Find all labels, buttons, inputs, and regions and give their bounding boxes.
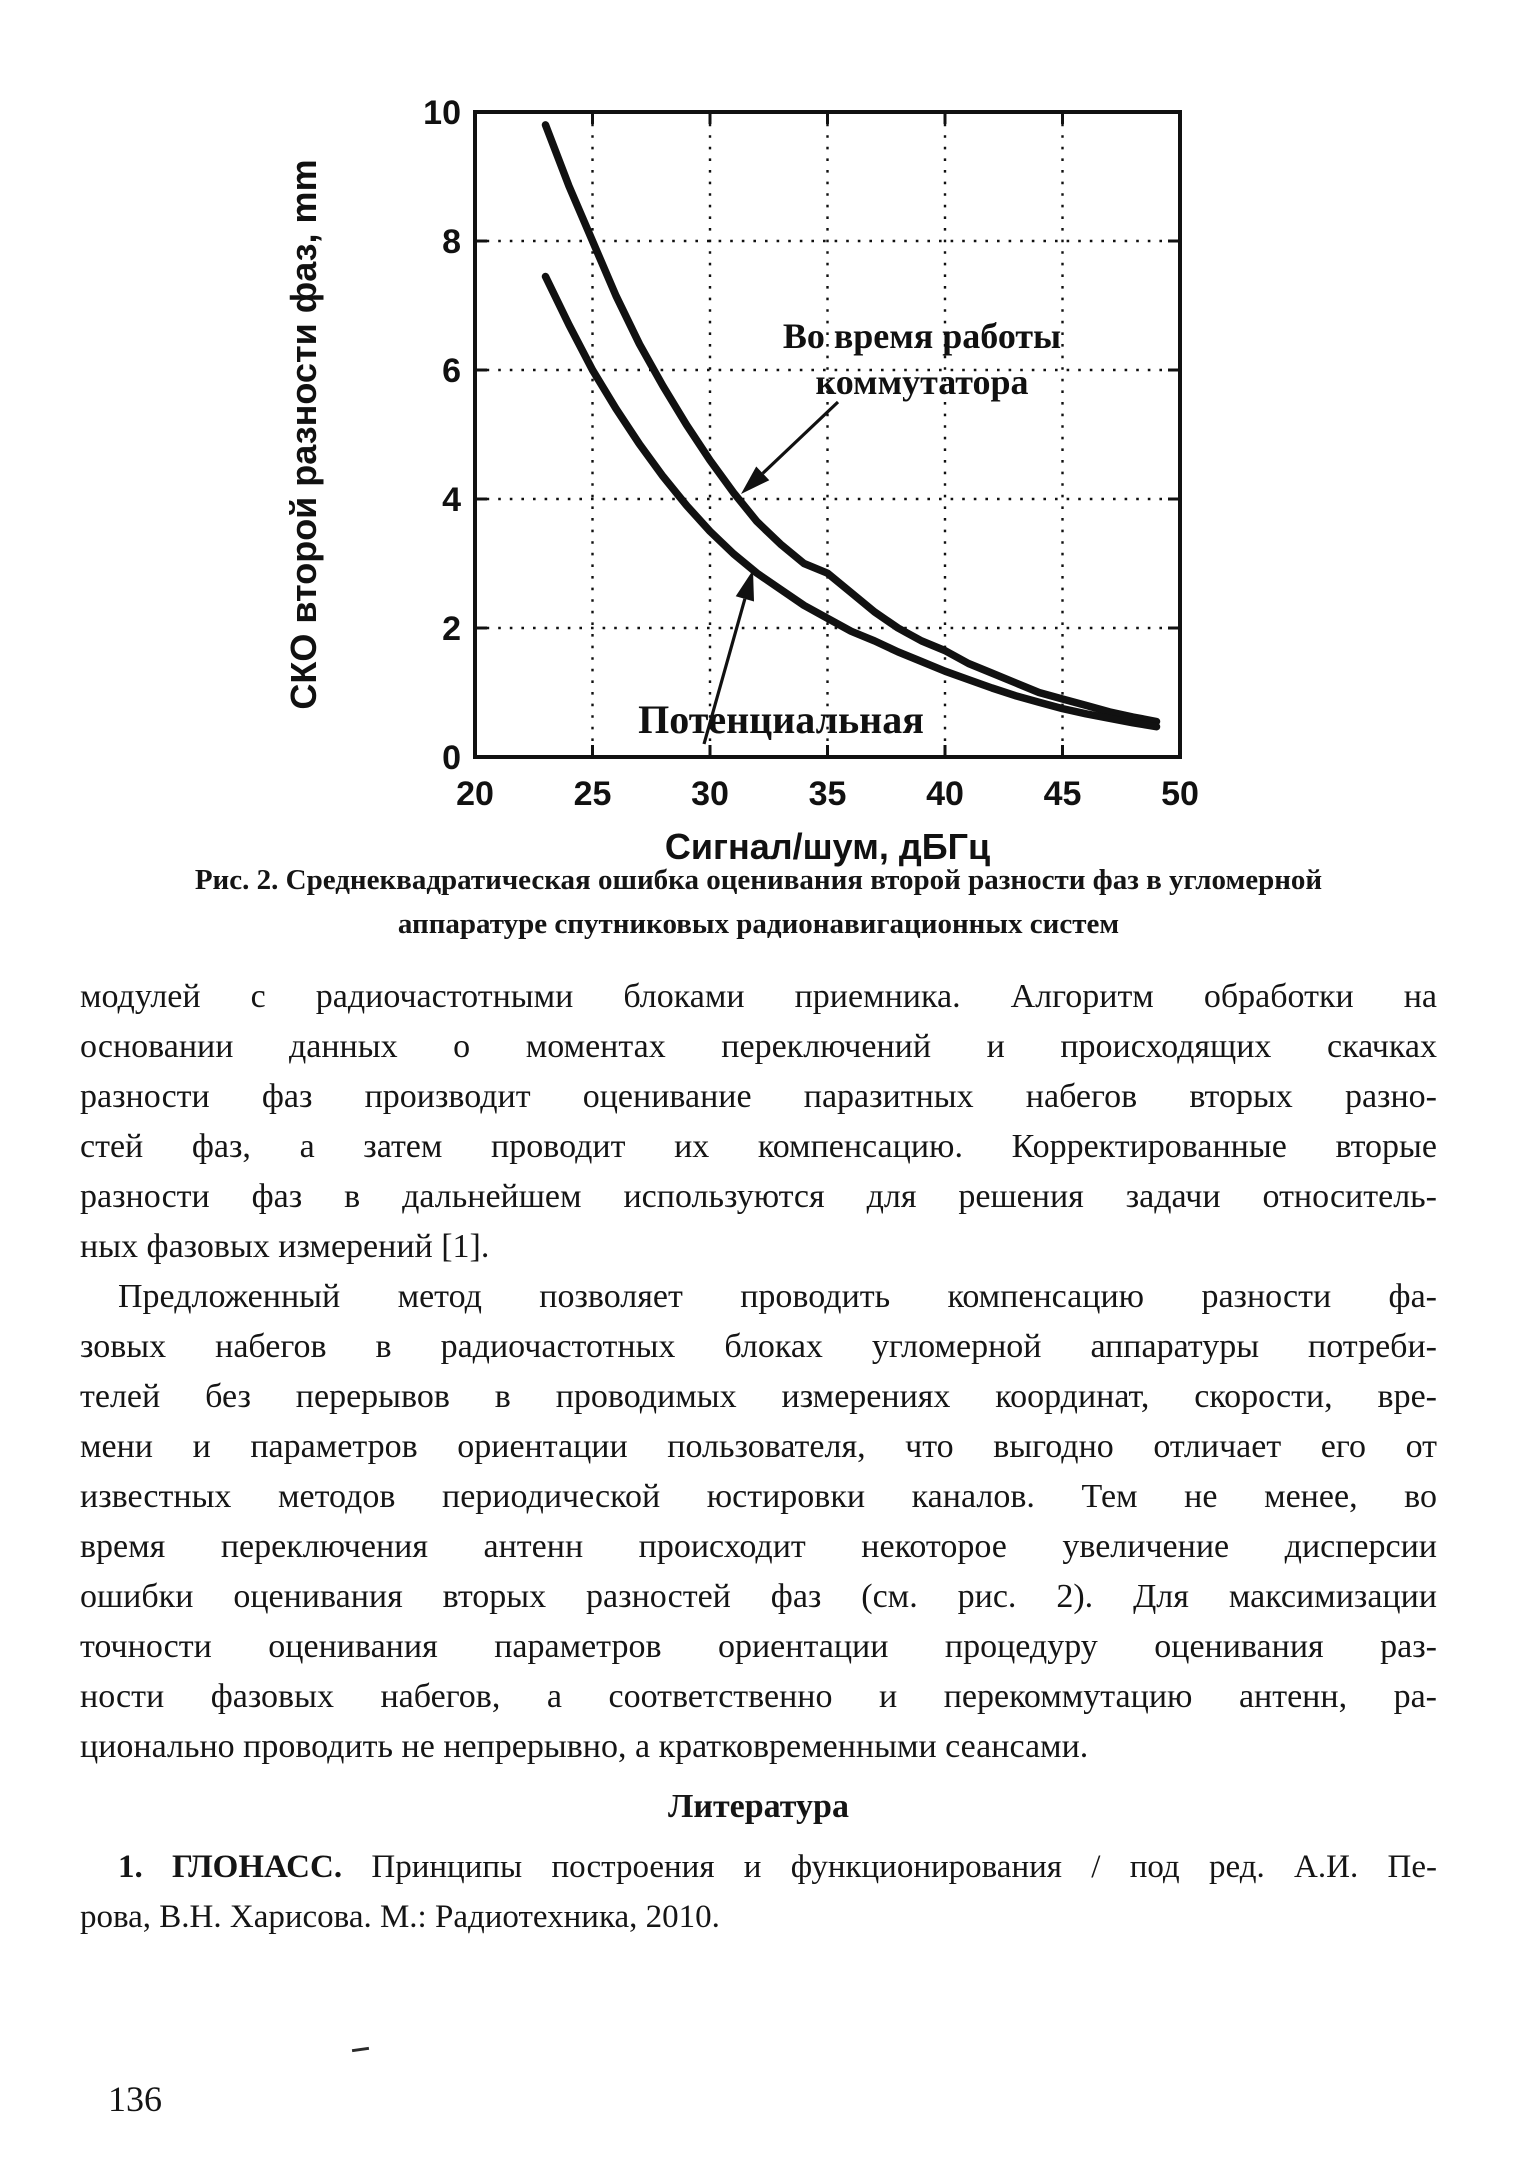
body-text bbox=[80, 972, 1437, 1772]
text-line: точности оценивания параметров ориентации процедуру оценивания раз- bbox=[80, 1628, 1437, 1665]
y-axis-tick-label: 4 bbox=[442, 481, 461, 519]
text-line: мени и параметров ориентации пользователя, что выгодно отличает его от bbox=[80, 1428, 1437, 1465]
x-axis-tick-label: 40 bbox=[926, 775, 964, 813]
annotation-potential-label: Потенциальная bbox=[638, 697, 924, 742]
x-axis-tick-label: 35 bbox=[808, 775, 847, 813]
stray-scan-mark bbox=[352, 2047, 369, 2052]
text-line: время переключения антенн происходит некоторое увеличение дисперсии bbox=[80, 1528, 1437, 1565]
y-axis-label: СКО второй разности фаз, mm bbox=[283, 159, 324, 710]
annotation-switching-label: коммутатора bbox=[815, 362, 1029, 402]
page-number: 136 bbox=[108, 2079, 162, 2119]
figure-caption bbox=[80, 858, 1437, 946]
text-line: разности фаз в дальнейшем используются для решения задачи относитель- bbox=[80, 1178, 1437, 1215]
literature-heading: Литература bbox=[668, 1788, 849, 1825]
text-line: ности фазовых набегов, а соответственно и перекоммутацию антенн, ра- bbox=[80, 1678, 1437, 1715]
text-line: стей фаз, а затем проводит их компенсацию. Корректированные вторые bbox=[80, 1128, 1437, 1165]
caption-line: аппаратуре спутниковых радионавигационных систем bbox=[397, 908, 1120, 940]
annotation-potential-arrow-head bbox=[736, 570, 754, 601]
x-axis-tick-label: 30 bbox=[691, 775, 729, 813]
x-axis-tick-label: 25 bbox=[573, 775, 612, 813]
text-line: ошибки оценивания вторых разностей фаз (см. рис. 2). Для максимизации bbox=[80, 1578, 1437, 1615]
reference-entry bbox=[80, 1842, 1437, 1942]
y-axis-tick-label: 6 bbox=[442, 352, 461, 390]
text-line: ных фазовых измерений [1]. bbox=[80, 1228, 490, 1265]
paragraph bbox=[80, 1272, 1437, 1772]
y-axis-tick-label: 8 bbox=[442, 223, 461, 261]
x-axis-tick-label: 20 bbox=[456, 775, 494, 813]
x-axis-tick-label: 45 bbox=[1043, 775, 1082, 813]
text-line: ционально проводить не непрерывно, а кратковременными сеансами. bbox=[80, 1728, 1089, 1765]
text-line: зовых набегов в радиочастотных блоках угломерной аппаратуры потреби- bbox=[80, 1328, 1437, 1365]
y-axis-tick-label: 10 bbox=[423, 94, 461, 132]
reference-line: 1. ГЛОНАСС. Принципы построения и функционирования / под ред. А.И. Пе- bbox=[118, 1849, 1437, 1885]
text-line: основании данных о моментах переключений и происходящих скачках bbox=[80, 1028, 1437, 1065]
text-line: известных методов периодической юстировки каналов. Тем не менее, во bbox=[80, 1478, 1437, 1515]
x-axis-label: Сигнал/шум, дБГц bbox=[664, 826, 991, 867]
annotation-switching-label: Во время работы bbox=[782, 316, 1062, 356]
text-line: телей без перерывов в проводимых измерениях координат, скорости, вре- bbox=[80, 1378, 1437, 1415]
text-line: разности фаз производит оценивание паразитных набегов вторых разно- bbox=[80, 1078, 1437, 1115]
x-axis-tick-label: 50 bbox=[1161, 775, 1199, 813]
reference-line: рова, В.Н. Харисова. М.: Радиотехника, 2010. bbox=[80, 1899, 720, 1935]
reference-lead: 1. ГЛОНАСС. bbox=[118, 1849, 343, 1885]
paragraph bbox=[80, 972, 1437, 1272]
y-axis-tick-label: 2 bbox=[442, 610, 461, 648]
text-line: Предложенный метод позволяет проводить компенсацию разности фа- bbox=[118, 1278, 1437, 1315]
text-line: модулей с радиочастотными блоками приемника. Алгоритм обработки на bbox=[80, 978, 1437, 1015]
figure-2-chart bbox=[0, 0, 1515, 960]
y-axis-tick-label: 0 bbox=[442, 739, 461, 777]
caption-line: Рис. 2. Среднеквадратическая ошибка оценивания второй разности фаз в угломерной bbox=[194, 864, 1323, 896]
